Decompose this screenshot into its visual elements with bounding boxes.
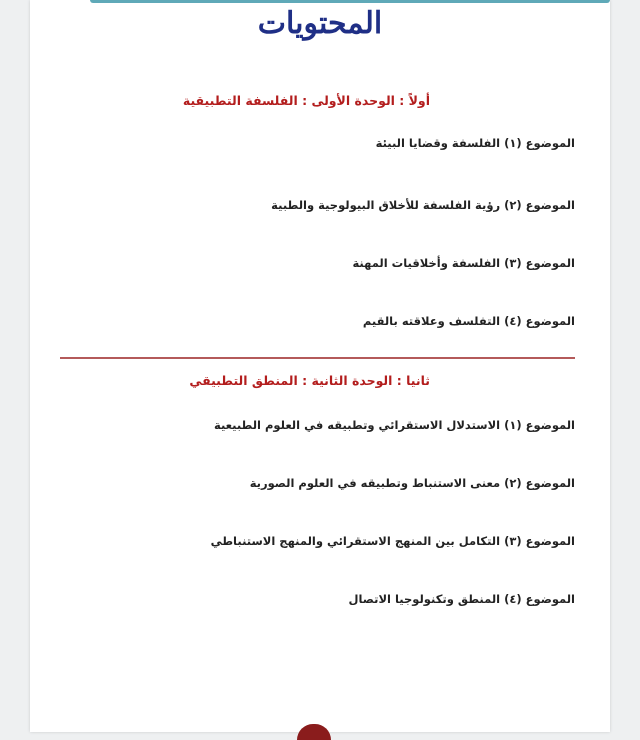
unit2-heading: ثانيا : الوحدة الثانية : المنطق التطبيقي [189,373,430,388]
unit2-topic-1: الموضوع (١) الاستدلال الاستقرائي وتطبيقه في العلوم الطبيعية [213,418,575,432]
unit1-topic-2: الموضوع (٢) رؤية الفلسفة للأخلاق البيولوجية والطبية [271,198,575,212]
unit1-heading: أولاً : الوحدة الأولى : الفلسفة التطبيقية [182,93,430,108]
document-page [30,0,610,732]
top-accent-bar [90,0,610,3]
page-title: المحتويات [257,6,383,41]
unit1-topic-1: الموضوع (١) الفلسفة وقضايا البيئة [375,136,575,150]
unit2-topic-3: الموضوع (٣) التكامل بين المنهج الاستقرائي والمنهج الاستنباطي [210,534,575,548]
section-divider [60,357,575,359]
unit2-topic-2: الموضوع (٢) معنى الاستنباط وتطبيقه في العلوم الصورية [249,476,575,490]
unit2-topic-4: الموضوع (٤) المنطق وتكنولوجيا الاتصال [348,592,575,606]
page-bottom-ornament [297,724,331,740]
unit1-topic-4: الموضوع (٤) التفلسف وعلاقته بالقيم [362,314,575,328]
unit1-topic-3: الموضوع (٣) الفلسفة وأخلاقيات المهنة [352,256,575,270]
